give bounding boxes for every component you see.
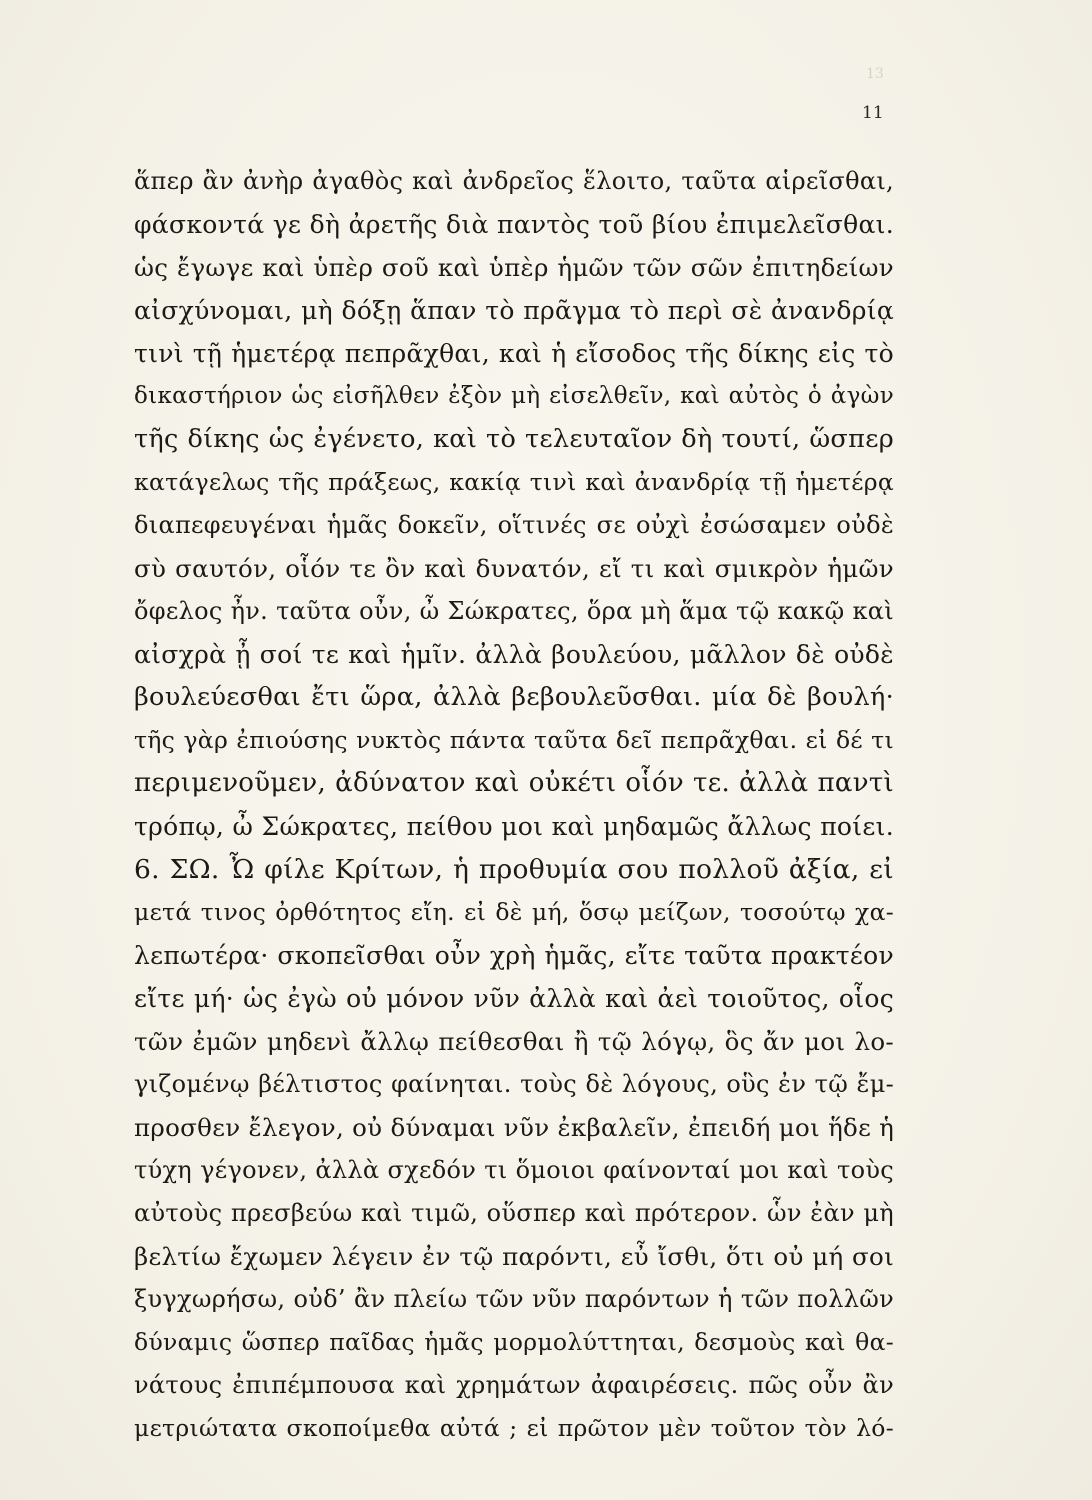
text-line: αὐτοὺς πρεσβεύω καὶ τιμῶ, οὕσπερ καὶ πρότερον. ὧν ἐὰν μὴ xyxy=(134,1199,894,1227)
text-line: διαπεφευγέναι ἡμᾶς δοκεῖν, οἵτινές σε οὐχὶ ἐσώσαμεν οὐδὲ xyxy=(134,511,894,539)
text-line: λεπωτέρα· σκοπεῖσθαι οὖν χρὴ ἡμᾶς, εἴτε ταῦτα πρακτέον xyxy=(134,941,894,970)
text-line: τῆς γὰρ ἐπιούσης νυκτὸς πάντα ταῦτα δεῖ πεπρᾶχθαι. εἰ δέ τι xyxy=(134,726,894,754)
text-line: φάσκοντά γε δὴ ἀρετῆς διὰ παντὸς τοῦ βίου ἐπιμελεῖσθαι. xyxy=(134,210,894,239)
text-line: ἅπερ ἂν ἀνὴρ ἀγαθὸς καὶ ἀνδρεῖος ἕλοιτο, ταῦτα αἱρεῖσθαι, xyxy=(134,167,894,195)
section-heading-line: 6. ΣΩ. Ὦ φίλε Κρίτων, ἡ προθυμία σου πολλοῦ ἀξία, εἰ xyxy=(134,854,894,885)
text-line: ὄφελος ἦν. ταῦτα οὖν, ὦ Σώκρατες, ὅρα μὴ ἅμα τῷ κακῷ καὶ xyxy=(134,597,894,625)
text-line: σὺ σαυτόν, οἷόν τε ὂν καὶ δυνατόν, εἴ τι καὶ σμικρὸν ἡμῶν xyxy=(134,554,894,583)
text-line: τινὶ τῇ ἡμετέρᾳ πεπρᾶχθαι, καὶ ἡ εἴσοδος τῆς δίκης εἰς τὸ xyxy=(134,339,894,368)
bleed-through-page-number: 13 xyxy=(866,66,884,82)
text-line: ξυγχωρήσω, οὐδ’ ἂν πλείω τῶν νῦν παρόντων ἡ τῶν πολλῶν xyxy=(134,1285,894,1313)
text-line: δύναμις ὥσπερ παῖδας ἡμᾶς μορμολύττηται, δεσμοὺς καὶ θα- xyxy=(134,1328,894,1356)
text-line: δικαστήριον ὡς εἰσῆλθεν ἐξὸν μὴ εἰσελθεῖν, καὶ αὐτὸς ὁ ἀγὼν xyxy=(134,383,894,409)
text-line: τύχη γέγονεν, ἀλλὰ σχεδόν τι ὅμοιοι φαίνονταί μοι καὶ τοὺς xyxy=(134,1156,894,1184)
page-number: 11 xyxy=(862,103,884,123)
greek-text-block xyxy=(134,160,894,1450)
text-line: γιζομένῳ βέλτιστος φαίνηται. τοὺς δὲ λόγους, οὓς ἐν τῷ ἔμ- xyxy=(134,1070,894,1098)
text-line: αἰσχρὰ ᾖ σοί τε καὶ ἡμῖν. ἀλλὰ βουλεύου, μᾶλλον δὲ οὐδὲ xyxy=(134,640,894,669)
text-line: εἴτε μή· ὡς ἐγὼ οὐ μόνον νῦν ἀλλὰ καὶ ἀεὶ τοιοῦτος, οἷος xyxy=(134,984,894,1013)
text-line: μετριώτατα σκοποίμεθα αὐτά ; εἰ πρῶτον μὲν τοῦτον τὸν λό- xyxy=(134,1414,894,1442)
text-line: νάτους ἐπιπέμπουσα καὶ χρημάτων ἀφαιρέσεις. πῶς οὖν ἂν xyxy=(134,1371,894,1399)
text-line: μετά τινος ὀρθότητος εἴη. εἰ δὲ μή, ὅσῳ μείζων, τοσούτῳ χα- xyxy=(134,898,894,926)
text-line: αἰσχύνομαι, μὴ δόξῃ ἅπαν τὸ πρᾶγμα τὸ περὶ σὲ ἀνανδρίᾳ xyxy=(134,296,894,325)
text-line: βουλεύεσθαι ἔτι ὥρα, ἀλλὰ βεβουλεῦσθαι. μία δὲ βουλή· xyxy=(134,682,894,712)
text-line: βελτίω ἔχωμεν λέγειν ἐν τῷ παρόντι, εὖ ἴσθι, ὅτι οὐ μή σοι xyxy=(134,1242,894,1271)
text-line: τρόπῳ, ὦ Σώκρατες, πείθου μοι καὶ μηδαμῶς ἄλλως ποίει. xyxy=(134,812,894,841)
text-line: περιμενοῦμεν, ἀδύνατον καὶ οὐκέτι οἷόν τε. ἀλλὰ παντὶ xyxy=(134,768,894,798)
text-line: κατάγελως τῆς πράξεως, κακίᾳ τινὶ καὶ ἀνανδρίᾳ τῇ ἡμετέρᾳ xyxy=(134,468,894,496)
text-line: τῆς δίκης ὡς ἐγένετο, καὶ τὸ τελευταῖον δὴ τουτί, ὥσπερ xyxy=(134,424,894,454)
text-line: ὡς ἔγωγε καὶ ὑπὲρ σοῦ καὶ ὑπὲρ ἡμῶν τῶν σῶν ἐπιτηδείων xyxy=(134,253,894,282)
text-line: προσθεν ἔλεγον, οὐ δύναμαι νῦν ἐκβαλεῖν, ἐπειδή μοι ἥδε ἡ xyxy=(134,1113,895,1142)
text-line: τῶν ἐμῶν μηδενὶ ἄλλῳ πείθεσθαι ἢ τῷ λόγῳ, ὃς ἄν μοι λο- xyxy=(134,1027,894,1056)
